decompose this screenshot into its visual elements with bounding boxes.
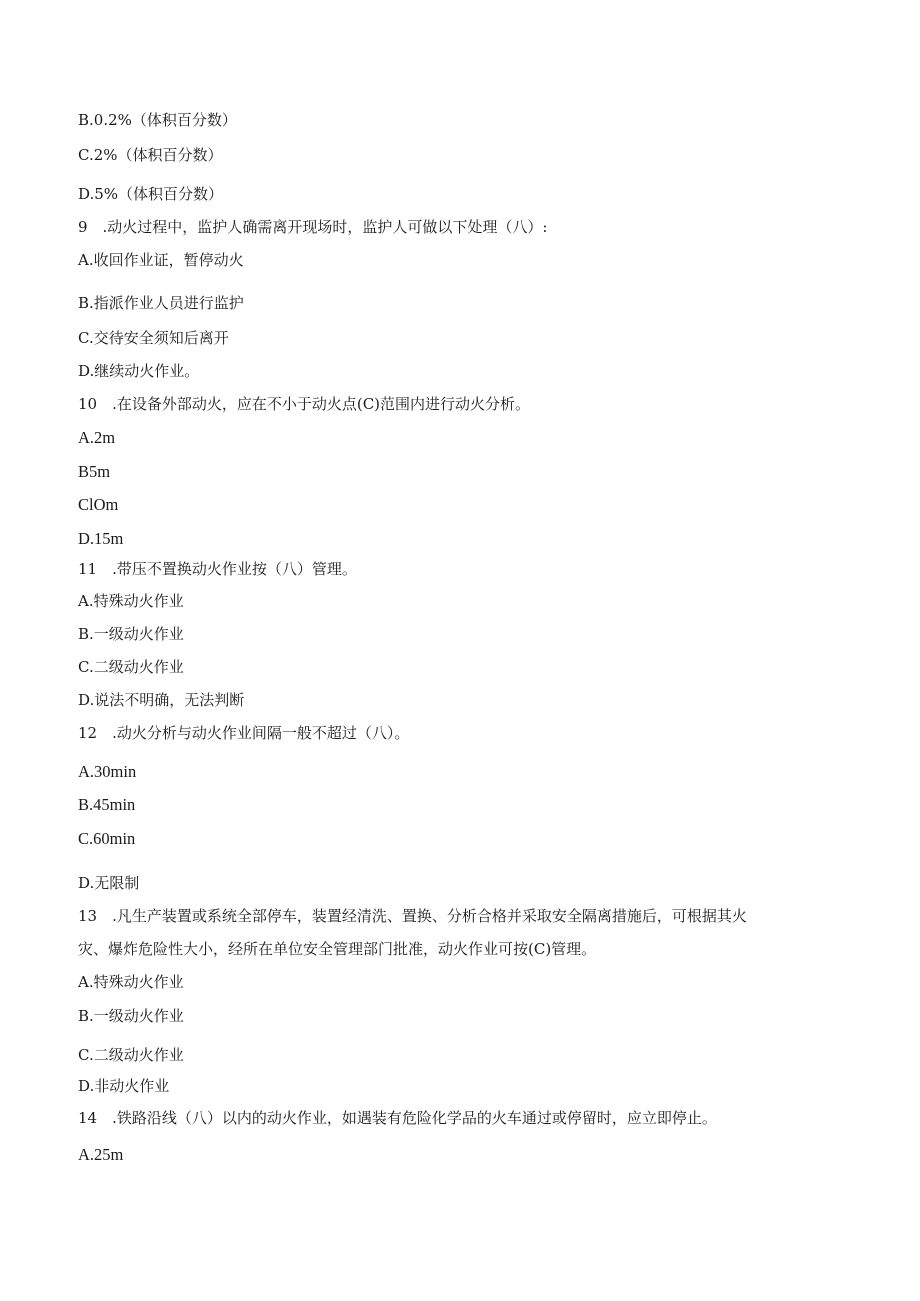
q10-option-c: ClOm [78, 495, 119, 514]
q10-option-b: B5m [78, 462, 111, 481]
q14-option-a: A.25m [78, 1145, 124, 1164]
q12-option-a: A.30min [78, 762, 137, 781]
q12-option-c: C.60min [78, 829, 136, 848]
q8-option-b: B.0.2%（体积百分数） [78, 111, 237, 129]
question-11: 11 .带压不置换动火作业按（八）管理。 [78, 560, 357, 578]
question-10: 10 .在设备外部动火，应在不小于动火点(C)范围内进行动火分析。 [78, 395, 531, 413]
q11-option-b: B.一级动火作业 [78, 625, 184, 643]
question-12: 12 .动火分析与动火作业间隔一般不超过（八）。 [78, 724, 410, 742]
q9-option-c: C.交待安全须知后离开 [78, 329, 229, 347]
q11-option-d: D.说法不明确，无法判断 [78, 691, 245, 709]
q13-option-d: D.非动火作业 [78, 1077, 170, 1095]
q8-option-c: C.2%（体积百分数） [78, 146, 223, 164]
q9-option-d: D.继续动火作业。 [78, 362, 200, 380]
q12-option-b: B.45min [78, 795, 136, 814]
q9-option-b: B.指派作业人员进行监护 [78, 294, 244, 312]
q13-option-b: B.一级动火作业 [78, 1007, 184, 1025]
q13-option-c: C.二级动火作业 [78, 1046, 184, 1064]
q10-option-d: D.15m [78, 529, 124, 548]
q8-option-d: D.5%（体积百分数） [78, 185, 224, 203]
question-14: 14 .铁路沿线（八）以内的动火作业，如遇装有危险化学品的火车通过或停留时，应立即停止。 [78, 1109, 717, 1127]
q13-option-a: A.特殊动火作业 [78, 973, 184, 991]
q11-option-a: A.特殊动火作业 [78, 592, 184, 610]
q12-option-d: D.无限制 [78, 874, 140, 892]
q10-option-a: A.2m [78, 428, 116, 447]
question-9: 9 .动火过程中，监护人确需离开现场时，监护人可做以下处理（八）: [78, 218, 548, 236]
q11-option-c: C.二级动火作业 [78, 658, 184, 676]
question-13-line-2: 灾、爆炸危险性大小，经所在单位安全管理部门批准，动火作业可按(C)管理。 [78, 940, 597, 958]
question-13-line-1: 13 .凡生产装置或系统全部停车，装置经清洗、置换、分析合格并采取安全隔离措施后，可根据其火 [78, 907, 747, 925]
q9-option-a: A.收回作业证，暂停动火 [78, 251, 244, 269]
